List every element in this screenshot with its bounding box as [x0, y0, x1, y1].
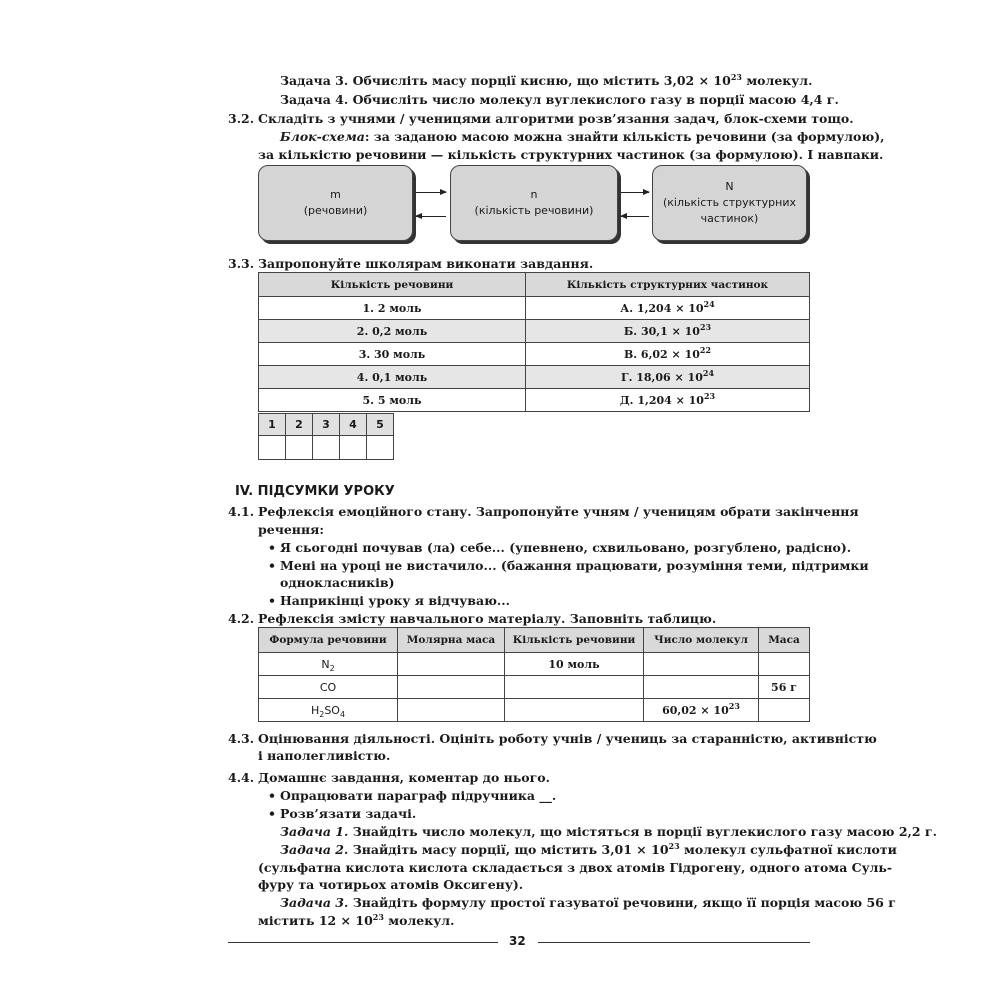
- footer-rule-left: [228, 942, 498, 943]
- table-row: $H_2SO_4$ $60,02 \times 10^{23}$: [259, 699, 810, 722]
- answer-cell[interactable]: [367, 436, 394, 460]
- flow-box-mass: m (речовини): [258, 165, 413, 241]
- section-number-4-4: 4.4.: [228, 770, 255, 785]
- table-row: CO 56 г: [259, 676, 810, 699]
- homework-task-2-line3: фуру та чотирьох атомів Оксигену).: [258, 877, 524, 892]
- table-row: 5. 5 моль Д. $1,204 \times 10^{23}$: [259, 389, 810, 412]
- task-label: Задача 3.: [280, 73, 349, 88]
- homework-task-3: Задача 3. Знайдіть формулу простої газуватої речовини, якщо її порція масою 56 г: [280, 895, 896, 910]
- bullet-text-cont: однокласників): [280, 575, 395, 590]
- task-4-top: Задача 4. Обчисліть число молекул вуглекислого газу в порції масою 4,4 г.: [280, 92, 839, 107]
- matching-table: [258, 272, 810, 412]
- empty-cell[interactable]: [759, 653, 810, 676]
- empty-cell[interactable]: [398, 676, 505, 699]
- empty-cell[interactable]: [644, 676, 759, 699]
- arrow-right-1: [416, 192, 446, 193]
- homework-task-2: Задача 2. Знайдіть масу порції, що містить $3,01 \times 10^{23}$ молекул сульфатної кислоти: [280, 841, 897, 857]
- bullet-text: Розв’язати задачі.: [280, 806, 417, 821]
- section-4-1-line1: Рефлексія емоційного стану. Запропонуйте учням / ученицям обрати закінчення: [258, 504, 859, 519]
- task-3-top: Задача 3. Обчисліть масу порції кисню, що містить $3,02 \times 10^{23}$ молекул.: [280, 72, 813, 88]
- bullet-icon: •: [268, 540, 276, 555]
- col-header-particles: Кількість структурних частинок: [526, 273, 810, 297]
- col-header-amount: Кількість речовини: [259, 273, 526, 297]
- empty-cell[interactable]: [505, 676, 644, 699]
- bullet-icon: •: [268, 788, 276, 803]
- section-3-2-line2: Блок-схема: за заданою масою можна знайти кількість речовини (за формулою),: [280, 129, 885, 144]
- section-4-2-text: Рефлексія змісту навчального матеріалу. Заповніть таблицю.: [258, 611, 717, 626]
- section-4-4-text: Домашнє завдання, коментар до нього.: [258, 770, 550, 785]
- section-number-3-3: 3.3.: [228, 256, 255, 271]
- empty-cell[interactable]: [644, 653, 759, 676]
- page-number: 32: [509, 934, 526, 948]
- section-number-3-2: 3.2.: [228, 111, 255, 126]
- bullet-text: Я сьогодні почував (ла) себе... (упевнено, схвильовано, розгублено, радісно).: [280, 540, 852, 555]
- table-row: $N_2$ 10 моль: [259, 653, 810, 676]
- bullet-icon: •: [268, 593, 276, 608]
- homework-task-2-line2: (сульфатна кислота кислота складається з двох атомів Гідрогену, одного атома Суль-: [258, 860, 893, 875]
- homework-task-3-line2: містить $12 \times 10^{23}$ молекул.: [258, 912, 455, 928]
- section-3-3-text: Запропонуйте школярам виконати завдання.: [258, 256, 594, 271]
- empty-cell[interactable]: [505, 699, 644, 722]
- section-3-2-line3: за кількістю речовини — кількість структурних частинок (за формулою). І навпаки.: [258, 147, 884, 162]
- answer-grid: 1 2 3 4 5: [258, 413, 394, 460]
- task-label: Задача 4.: [280, 92, 349, 107]
- bullet-text: Наприкінці уроку я відчуваю...: [280, 593, 510, 608]
- flow-box-amount: n (кількість речовини): [450, 165, 618, 241]
- bullet-text: Мені на уроці не вистачило... (бажання працювати, розуміння теми, підтримки: [280, 558, 869, 573]
- section-number-4-2: 4.2.: [228, 611, 255, 626]
- empty-cell[interactable]: [398, 653, 505, 676]
- answer-cell[interactable]: [286, 436, 313, 460]
- bullet-icon: •: [268, 806, 276, 821]
- footer-rule-right: [538, 942, 810, 943]
- flow-box-particles: N (кількість структурних частинок): [652, 165, 807, 241]
- section-3-2-line1: Складіть з учнями / ученицями алгоритми розв’язання задач, блок-схеми тощо.: [258, 111, 854, 126]
- bullet-icon: •: [268, 558, 276, 573]
- section-4-1-line2: речення:: [258, 522, 324, 537]
- arrow-left-2: [621, 216, 649, 217]
- empty-cell[interactable]: [398, 699, 505, 722]
- empty-cell[interactable]: [759, 699, 810, 722]
- section-number-4-1: 4.1.: [228, 504, 255, 519]
- homework-task-1: Задача 1. Знайдіть число молекул, що містяться в порції вуглекислого газу масою 2,2 г.: [280, 824, 937, 839]
- table-row: 3. 30 моль В. $6,02 \times 10^{22}$: [259, 343, 810, 366]
- table-row: 4. 0,1 моль Г. $18,06 \times 10^{24}$: [259, 366, 810, 389]
- arrow-right-2: [621, 192, 649, 193]
- summary-table: Формула речовини Молярна маса Кількість речовини Число молекул Маса $N_2$ 10 моль CO 56 г $H_2SO_4$ $60,02 \times 10^{23}$: [258, 627, 810, 722]
- bullet-text: Опрацювати параграф підручника __.: [280, 788, 557, 803]
- answer-cell[interactable]: [340, 436, 367, 460]
- table-row: 2. 0,2 моль Б. $30,1 \times 10^{23}$: [259, 320, 810, 343]
- answer-cell[interactable]: [259, 436, 286, 460]
- section-4-3-line1: Оцінювання діяльності. Оцініть роботу учнів / учениць за старанністю, активністю: [258, 731, 877, 746]
- table-row: 1. 2 моль А. $1,204 \times 10^{24}$: [259, 297, 810, 320]
- arrow-left-1: [416, 216, 446, 217]
- answer-cell[interactable]: [313, 436, 340, 460]
- section-4-3-line2: і наполегливістю.: [258, 748, 391, 763]
- section-title: IV. ПІДСУМКИ УРОКУ: [235, 484, 395, 499]
- section-number-4-3: 4.3.: [228, 731, 255, 746]
